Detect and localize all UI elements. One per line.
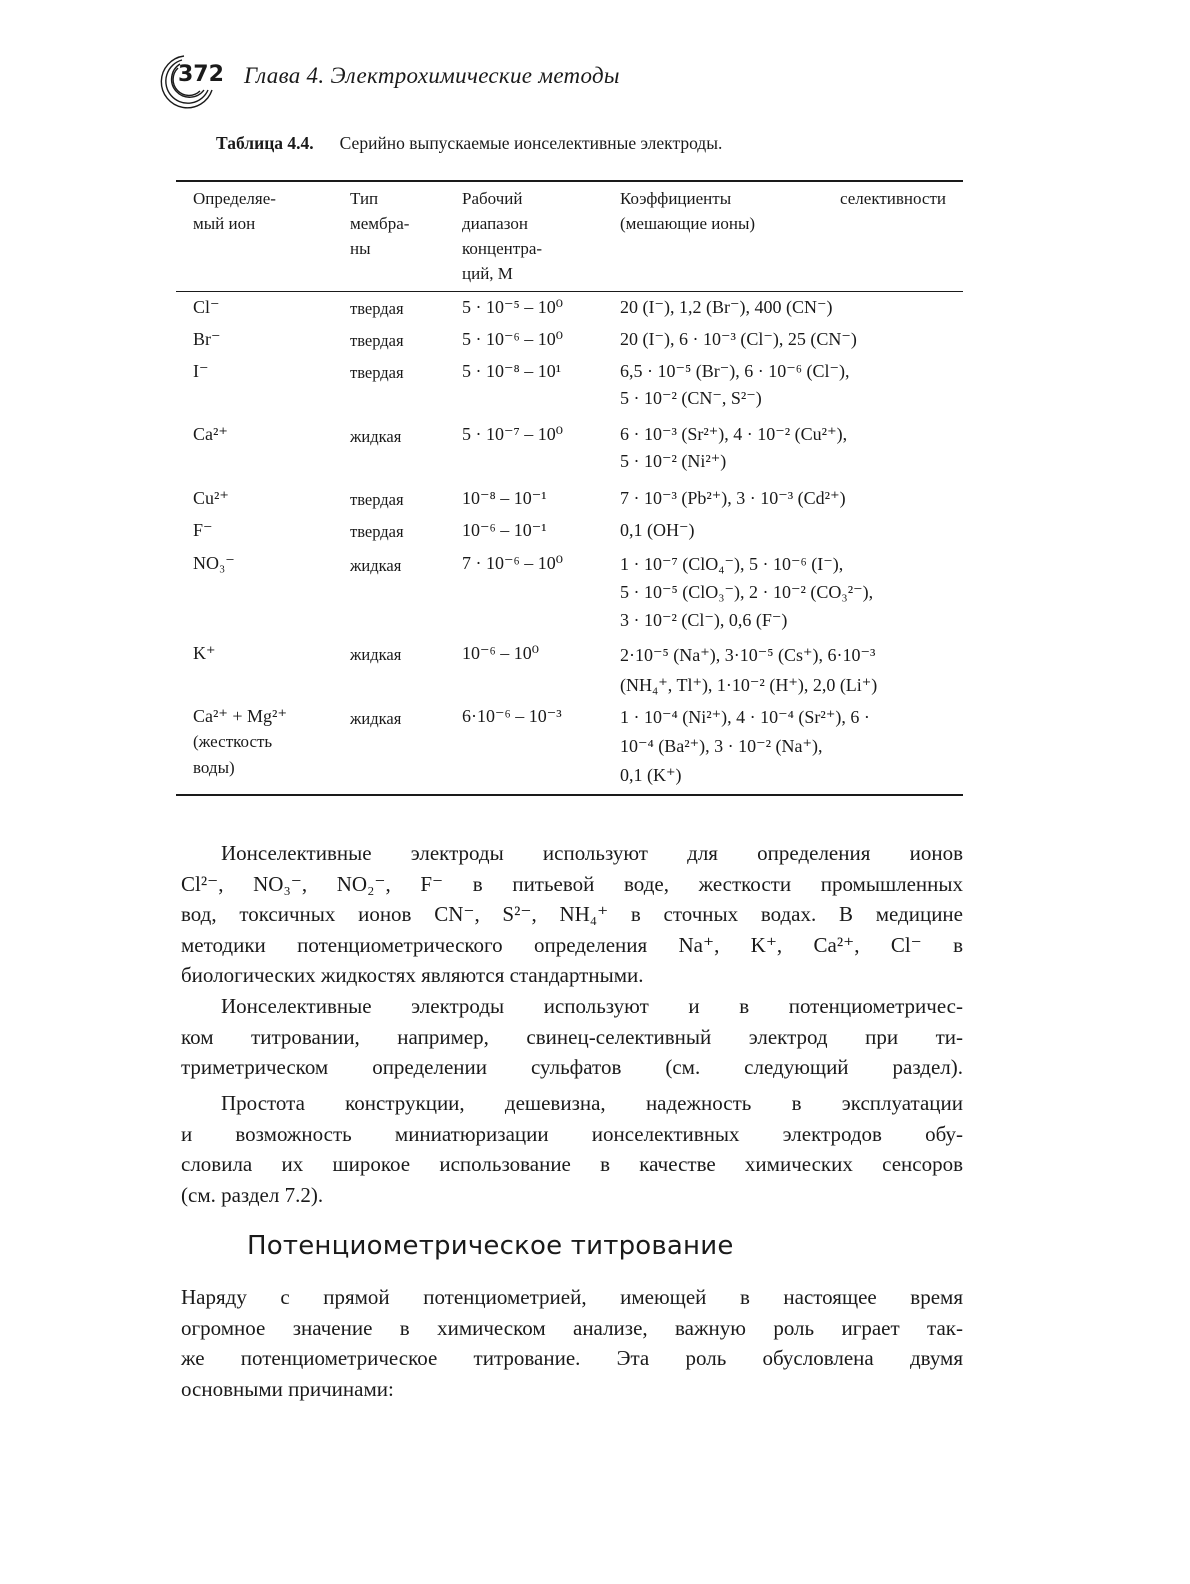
table-header-ion: Определяе- мый ион bbox=[193, 189, 276, 233]
paragraph-usage: Ионселективные электроды используют для определения ионов Cl²⁻, NO₃⁻, NO₂⁻, F⁻ в питьевой воде, жесткости промышленных вод, токсичных ионов CN⁻, S²⁻, NH₄⁺ в сточных водах. В медицине методики потенциометрического определения Na⁺, K⁺, Ca²⁺, Cl⁻ в биологических жидкостях являются стандартными. bbox=[181, 841, 963, 987]
paragraph-advantages: Простота конструкции, дешевизна, надежность в эксплуатации и возможность миниатюризации ионселективных электродов обу- словила их широкое использование в качестве химических сенсоров (см. раздел 7.2). bbox=[181, 1091, 963, 1207]
table-row-no3-membrane: жидкая bbox=[350, 556, 402, 575]
table-top-rule bbox=[176, 180, 963, 182]
page-number: 372 bbox=[178, 62, 224, 87]
table-row-i-ion: I⁻ bbox=[193, 361, 209, 381]
table-row-f-range: 10⁻⁶ – 10⁻¹ bbox=[462, 520, 547, 540]
table-row-no3-coef: 1 · 10⁻⁷ (ClO₄⁻), 5 · 10⁻⁶ (I⁻), 5 · 10⁻⁵ (ClO₃⁻), 2 · 10⁻² (CO₃²⁻), 3 · 10⁻² (Cl⁻), 0,6 (F⁻) bbox=[620, 554, 874, 630]
table-caption-label: Таблица 4.4. bbox=[216, 133, 314, 153]
table-bottom-rule bbox=[176, 794, 963, 796]
table-row-ca-range: 5 · 10⁻⁷ – 10⁰ bbox=[462, 424, 563, 444]
paragraph-section-intro: Наряду с прямой потенциометрией, имеющей в настоящее время огромное значение в химическом анализе, важную роль играет так- же потенциометрическое титрование. Эта роль обусловлена двумя основными причинами: bbox=[181, 1285, 963, 1401]
table-row-cl-range: 5 · 10⁻⁵ – 10⁰ bbox=[462, 297, 563, 317]
table-header-membrane: Тип мембра- ны bbox=[350, 189, 410, 258]
table-row-br-membrane: твердая bbox=[350, 331, 404, 350]
section-heading: Потенциометрическое титрование bbox=[247, 1231, 734, 1261]
table-caption-text: Серийно выпускаемые ионселективные электроды. bbox=[339, 133, 723, 153]
table-row-k-coef: 2·10⁻⁵ (Na⁺), 3·10⁻⁵ (Cs⁺), 6·10⁻³ (NH₄⁺, Tl⁺), 1·10⁻² (H⁺), 2,0 (Li⁺) bbox=[620, 645, 878, 695]
table-row-cu-ion: Cu²⁺ bbox=[193, 488, 229, 508]
table-row-hardness-ion: Ca²⁺ + Mg²⁺ (жесткость воды) bbox=[193, 706, 287, 777]
table-row-k-membrane: жидкая bbox=[350, 645, 402, 664]
paragraph-titration: Ионселективные электроды используют и в потенциометричес- ком титровании, например, свинец-селективный электрод при ти- триметрическом определении сульфатов (см. следующий раздел). bbox=[181, 994, 963, 1079]
table-row-cu-coef: 7 · 10⁻³ (Pb²⁺), 3 · 10⁻³ (Cd²⁺) bbox=[620, 488, 846, 508]
table-row-k-ion: K⁺ bbox=[193, 643, 216, 663]
table-caption bbox=[216, 133, 722, 154]
table-row-i-coef: 6,5 · 10⁻⁵ (Br⁻), 6 · 10⁻⁶ (Cl⁻), 5 · 10⁻² (CN⁻, S²⁻) bbox=[620, 361, 850, 408]
table-row-cl-coef: 20 (I⁻), 1,2 (Br⁻), 400 (CN⁻) bbox=[620, 297, 833, 317]
table-row-hardness-range: 6·10⁻⁶ – 10⁻³ bbox=[462, 706, 562, 726]
table-row-f-ion: F⁻ bbox=[193, 520, 213, 540]
table-row-br-coef: 20 (I⁻), 6 · 10⁻³ (Cl⁻), 25 (CN⁻) bbox=[620, 329, 857, 349]
table-row-cl-membrane: твердая bbox=[350, 299, 404, 318]
table-row-ca-ion: Ca²⁺ bbox=[193, 424, 228, 444]
table-header-range: Рабочий диапазон концентра- ций, М bbox=[462, 189, 543, 283]
table-header-coefficients: Коэффициенты селективности (мешающие ионы) bbox=[620, 189, 946, 233]
table-row-ca-coef: 6 · 10⁻³ (Sr²⁺), 4 · 10⁻² (Cu²⁺), 5 · 10⁻² (Ni²⁺) bbox=[620, 424, 848, 471]
table-row-k-range: 10⁻⁶ – 10⁰ bbox=[462, 643, 539, 663]
table-row-cu-range: 10⁻⁸ – 10⁻¹ bbox=[462, 488, 547, 508]
table-row-f-coef: 0,1 (OH⁻) bbox=[620, 520, 695, 540]
table-row-hardness-coef: 1 · 10⁻⁴ (Ni²⁺), 4 · 10⁻⁴ (Sr²⁺), 6 · 10⁻⁴ (Ba²⁺), 3 · 10⁻² (Na⁺), 0,1 (K⁺) bbox=[620, 707, 870, 785]
table-row-cl-ion: Cl⁻ bbox=[193, 297, 220, 317]
table-header-rule bbox=[176, 291, 963, 292]
table-row-br-ion: Br⁻ bbox=[193, 329, 221, 349]
table-row-no3-range: 7 · 10⁻⁶ – 10⁰ bbox=[462, 553, 563, 573]
table-row-hardness-membrane: жидкая bbox=[350, 709, 402, 728]
table-row-ca-membrane: жидкая bbox=[350, 427, 402, 446]
table-row-no3-ion: NO₃⁻ bbox=[193, 553, 235, 573]
table-row-f-membrane: твердая bbox=[350, 522, 404, 541]
table-row-i-membrane: твердая bbox=[350, 363, 404, 382]
table-row-br-range: 5 · 10⁻⁶ – 10⁰ bbox=[462, 329, 563, 349]
table-row-cu-membrane: твердая bbox=[350, 490, 404, 509]
table-row-i-range: 5 · 10⁻⁸ – 10¹ bbox=[462, 361, 562, 381]
running-head: Глава 4. Электрохимические методы bbox=[244, 63, 620, 88]
